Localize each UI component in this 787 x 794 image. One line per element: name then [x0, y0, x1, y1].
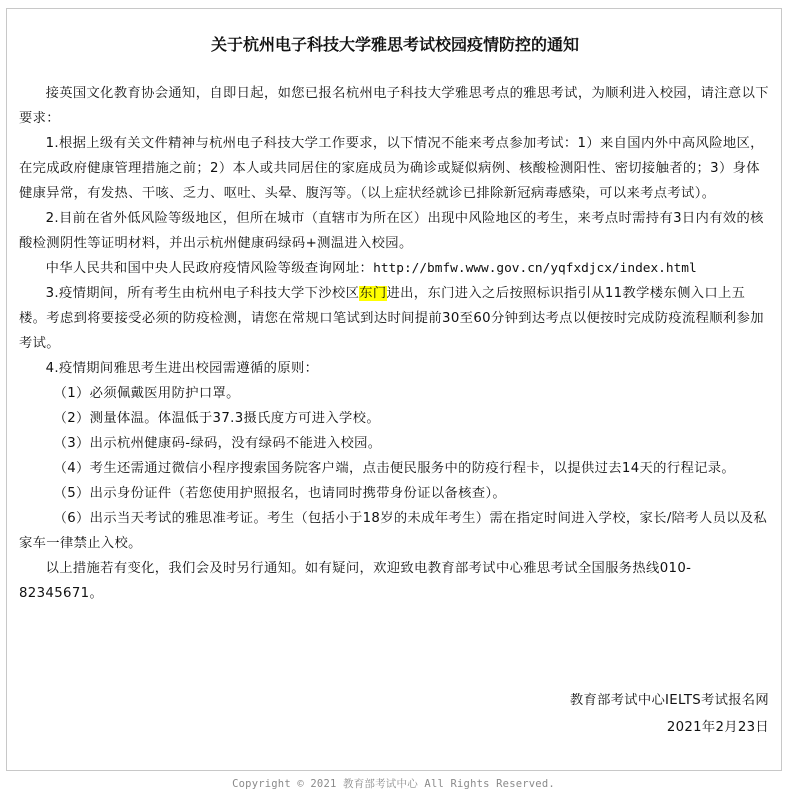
item-3-text-post: 进出，东门进入之后按照标识指引从11教学楼东侧入口上五楼。考虑到将要接受必须的防疫检测，请您在常规口笔试到达时间提前30至60分钟到达考点以便按时完成防疫流程顺利参加考试。: [19, 286, 764, 351]
closing-paragraph: 以上措施若有变化，我们会及时另行通知。如有疑问，欢迎致电教育部考试中心雅思考试全国服务热线010-82345671。: [19, 561, 692, 601]
risk-query-url: http://bmfw.www.gov.cn/yqfxdjcx/index.html: [373, 261, 697, 276]
notice-body: [19, 81, 771, 606]
copyright-footer: Copyright © 2021 教育部考试中心 All Rights Reserved.: [232, 778, 555, 790]
rule-4: （4）考生还需通过微信小程序搜索国务院客户端，点击便民服务中的防疫行程卡，以提供过去14天的行程记录。: [53, 461, 736, 476]
rule-6: （6）出示当天考试的雅思准考证。考生（包括小于18岁的未成年考生）需在指定时间进入学校，家长/陪考人员以及私家车一律禁止入校。: [19, 511, 768, 551]
item-4-paragraph: 4.疫情期间雅思考生进出校园需遵循的原则：: [45, 361, 319, 376]
east-gate-highlight: 东门: [359, 286, 387, 301]
intro-paragraph: 接英国文化教育协会通知，自即日起，如您已报名杭州电子科技大学雅思考点的雅思考试，为顺利进入校园，请注意以下要求：: [19, 86, 769, 126]
notice-title: 关于杭州电子科技大学雅思考试校园疫情防控的通知: [210, 35, 579, 54]
signature-org: 教育部考试中心IELTS考试报名网: [569, 693, 769, 708]
rule-5: （5）出示身份证件（若您使用护照报名，也请同时携带身份证以备核查）。: [53, 486, 507, 501]
item-1-paragraph: 1.根据上级有关文件精神与杭州电子科技大学工作要求，以下情况不能来考点参加考试：1）来自国内外中高风险地区，在完成政府健康管理措施之前；2）本人或共同居住的家庭成员为确诊或疑似病例、核酸检测阳性、密切接触者的；3）身体健康异常，有发热、干咳、乏力、呕吐、头晕、腹泻等。（以上症状经就诊已排除新冠病毒感染，可以来考点考试）。: [19, 136, 764, 201]
notice-panel: [6, 8, 782, 771]
signature-block: [570, 687, 769, 741]
risk-query-label: 中华人民共和国中央人民政府疫情风险等级查询网址：: [45, 261, 374, 276]
item-2-paragraph: 2.目前在省外低风险等级地区，但所在城市（直辖市为所在区）出现中风险地区的考生，来考点时需持有3日内有效的核酸检测阴性等证明材料，并出示杭州健康码绿码+测温进入校园。: [19, 211, 764, 251]
rule-1: （1）必须佩戴医用防护口罩。: [53, 386, 240, 401]
item-3-text-pre: 3.疫情期间，所有考生由杭州电子科技大学下沙校区: [45, 286, 360, 301]
rule-2: （2）测量体温。体温低于37.3摄氏度方可进入学校。: [53, 411, 380, 426]
rule-3: （3）出示杭州健康码-绿码，没有绿码不能进入校园。: [53, 436, 382, 451]
signature-date: 2021年2月23日: [666, 720, 769, 735]
risk-query-paragraph: [19, 256, 771, 281]
item-3-paragraph: [19, 281, 771, 356]
